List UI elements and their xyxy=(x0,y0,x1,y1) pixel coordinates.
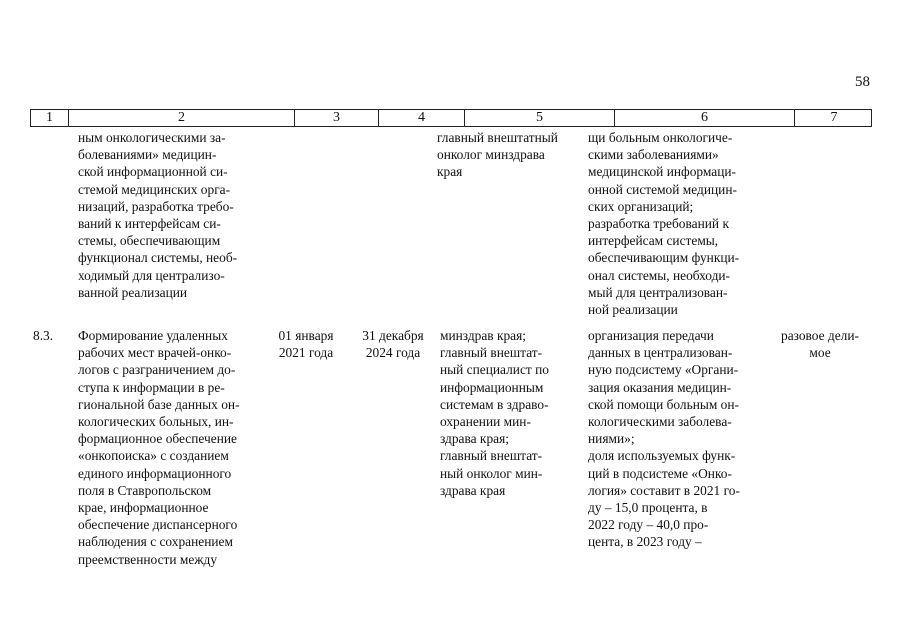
continued-row-responsible: главный внештатный онколог минздрава края xyxy=(437,130,558,180)
column-number-4: 4 xyxy=(379,110,465,126)
row-8-3-measure-text: Формирование удаленных рабочих мест врачей-онко- логов с разграничением до- ступа к информации в ре- гиональной базе данных он- кологических больных, ин- формационное обеспечение «онкопоиска» с созданием единого информационного поля в Ставропольском крае, информационное обеспечение диспансерного наблюдения с сохранением преемственности между xyxy=(78,328,240,567)
column-number-2: 2 xyxy=(69,110,295,126)
column-number-3: 3 xyxy=(295,110,379,126)
continued-row-measure-text: ным онкологическими за- болеваниями» медицин- ской информационной си- стемой медицинских орга- низаций, разработка требо- ваний к интерфейсам си- стемы, обеспечивающим функционал системы, необ- ходимый для централизо- ванной реализации xyxy=(78,130,238,300)
column-number-7: 7 xyxy=(830,110,838,125)
row-8-3-end-date: 31 декабря 2024 года xyxy=(362,328,424,361)
row-8-3-responsible: минздрав края; главный внештат- ный специалист по информационным системам в здраво- охранении мин- здрава края; главный внештат- ный онколог мин- здрава края xyxy=(440,328,549,498)
table-header-row xyxy=(30,109,872,127)
continued-row-result: щи больным онкологиче- скими заболеваниями» медицинской информаци- онной системой медицин- ских организаций; разработка требований к интерфейсам системы, обеспечивающим функци- онал системы, необходи- мый для централизован- ной реализации xyxy=(588,130,740,318)
row-8-3-result: организация передачи данных в централизован- ную подсистему «Органи- зация оказания медицин- ской помощи больным он- кологическими заболева- ниями»; доля используемых функ- ций в подсистеме «Онко- логия» составит в 2021 го- ду – 15,0 процента, в 2022 году – 40,0 про- цента, в 2023 году – xyxy=(588,328,740,550)
column-number-6: 6 xyxy=(615,110,795,126)
column-number-1: 1 xyxy=(31,110,69,126)
row-8-3-start-date: 01 января 2021 года xyxy=(278,328,334,361)
row-8-3-funding-type: разовое дели- мое xyxy=(781,328,859,361)
page-number: 58 xyxy=(855,74,870,90)
column-number-5: 5 xyxy=(465,110,615,126)
row-8-3-number: 8.3. xyxy=(33,328,54,343)
